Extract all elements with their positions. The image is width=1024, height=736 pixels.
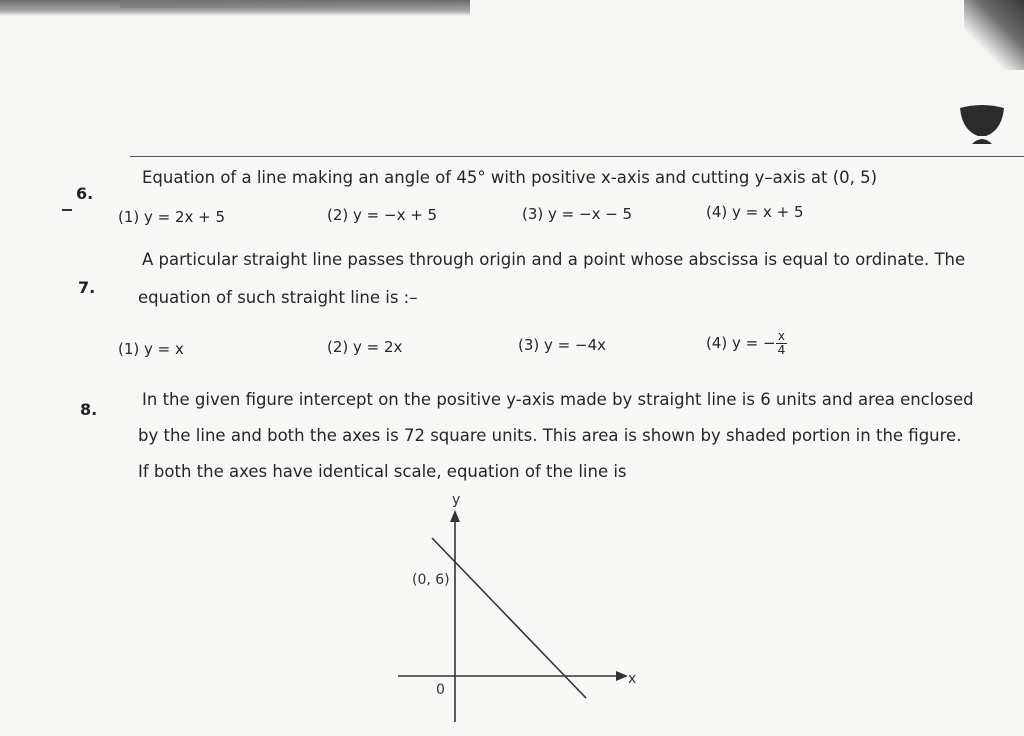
question-8-line-3: If both the axes have identical scale, equation of the line is bbox=[138, 462, 627, 481]
question-6-option-2[interactable]: (2) y = −x + 5 bbox=[327, 206, 438, 224]
question-6-option-4[interactable]: (4) y = x + 5 bbox=[706, 203, 804, 221]
y-axis-arrow-icon bbox=[450, 510, 460, 522]
question-7-line-2: equation of such straight line is :– bbox=[138, 288, 418, 307]
bowl-icon bbox=[956, 100, 1008, 150]
page-corner-shadow bbox=[964, 0, 1024, 70]
y-axis-label: y bbox=[452, 492, 461, 508]
question-6-option-1[interactable]: (1) y = 2x + 5 bbox=[118, 208, 226, 226]
origin-label: 0 bbox=[436, 682, 445, 698]
margin-mark bbox=[62, 209, 72, 211]
question-6-text: Equation of a line making an angle of 45° with positive x-axis and cutting y–axis at (0, 5) bbox=[142, 168, 878, 187]
question-8-line-1: In the given figure intercept on the positive y-axis made by straight line is 6 units and area enclosed bbox=[142, 390, 974, 409]
question-7-option-4[interactable] bbox=[706, 330, 787, 357]
question-7-option-1[interactable]: (1) y = x bbox=[118, 340, 184, 358]
x-axis-arrow-icon bbox=[616, 671, 628, 681]
fraction-denominator: 4 bbox=[777, 343, 786, 357]
page-top-shadow-fade bbox=[120, 0, 470, 8]
question-6-number: 6. bbox=[76, 184, 94, 203]
line-intercept-figure bbox=[390, 486, 650, 726]
question-7-option-4-prefix: (4) y = − bbox=[706, 334, 776, 352]
y-intercept-label: (0, 6) bbox=[412, 572, 450, 588]
section-divider bbox=[130, 156, 1024, 157]
question-7-option-3[interactable]: (3) y = −4x bbox=[518, 336, 606, 354]
question-8-line-2: by the line and both the axes is 72 square units. This area is shown by shaded portion in the figure. bbox=[138, 426, 962, 445]
question-8-number: 8. bbox=[80, 400, 98, 419]
question-7-line-1: A particular straight line passes through origin and a point whose abscissa is equal to ordinate. The bbox=[142, 250, 966, 269]
question-7-option-2[interactable]: (2) y = 2x bbox=[327, 338, 403, 356]
fraction bbox=[776, 330, 788, 357]
fraction-numerator: x bbox=[776, 330, 788, 344]
question-6-option-3[interactable]: (3) y = −x − 5 bbox=[522, 205, 633, 223]
question-7-number: 7. bbox=[78, 278, 96, 297]
x-axis-label: x bbox=[628, 671, 637, 687]
